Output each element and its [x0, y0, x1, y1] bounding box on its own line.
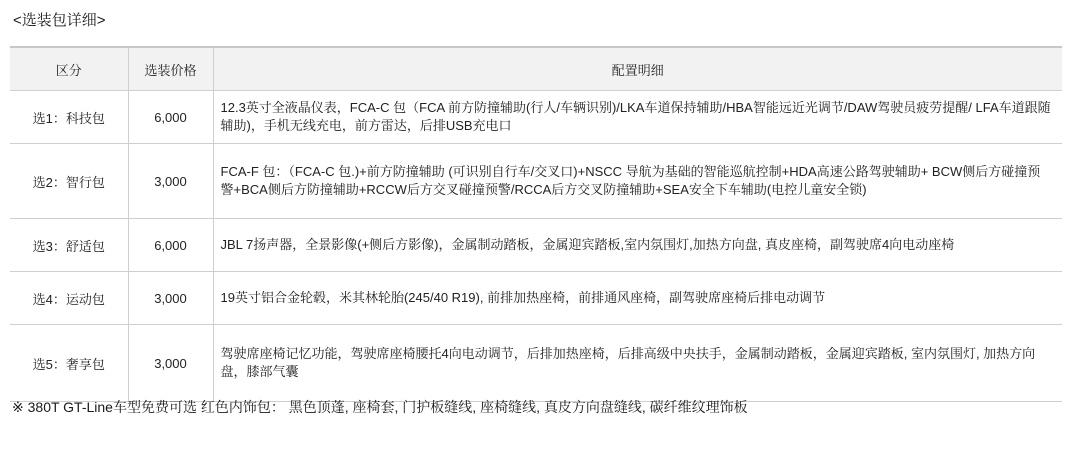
- footnote: ※ 380T GT-Line车型免费可选 红色内饰包： 黑色顶蓬, 座椅套, 门护板缝线, 座椅缝线, 真皮方向盘缝线, 碳纤维纹理饰板: [12, 399, 748, 415]
- package-detail: 12.3英寸全液晶仪表，FCA-C 包（FCA 前方防撞辅助(行人/车辆识别)/LKA车道保持辅助/HBA智能远近光调节/DAW驾驶员疲劳提醒/ LFA车道跟随辅助)，手机无线充电，前方雷达，后排USB充电口: [213, 91, 1062, 144]
- table-row: [10, 91, 1062, 144]
- option-package-table: [10, 46, 1062, 402]
- package-detail: 19英寸铝合金轮毂，米其林轮胎(245/40 R19), 前排加热座椅，前排通风座椅，副驾驶席座椅后排电动调节: [213, 272, 1062, 325]
- table-header-row: [10, 47, 1062, 91]
- header-category: 区分: [10, 47, 128, 91]
- header-price: 选装价格: [128, 47, 213, 91]
- package-name: 选4：运动包: [10, 272, 128, 325]
- package-name: 选1：科技包: [10, 91, 128, 144]
- package-price: 3,000: [128, 272, 213, 325]
- package-price: 3,000: [128, 144, 213, 219]
- package-detail: FCA-F 包：（FCA-C 包.)+前方防撞辅助 (可识别自行车/交叉口)+NSCC 导航为基础的智能巡航控制+HDA高速公路驾驶辅助+ BCW侧后方碰撞预警+BCA侧后方防撞辅助+RCCW后方交叉碰撞预警/RCCA后方交叉防撞辅助+SEA安全下车辅助(电控儿童安全锁): [213, 144, 1062, 219]
- package-price: 3,000: [128, 325, 213, 402]
- table-row: [10, 219, 1062, 272]
- section-title: <选装包详细>: [13, 12, 106, 29]
- header-detail: 配置明细: [213, 47, 1062, 91]
- table-row: [10, 272, 1062, 325]
- package-price: 6,000: [128, 219, 213, 272]
- package-detail: JBL 7扬声器，全景影像(+侧后方影像)，金属制动踏板，金属迎宾踏板,室内氛围灯,加热方向盘, 真皮座椅，副驾驶席4向电动座椅: [213, 219, 1062, 272]
- package-name: 选2：智行包: [10, 144, 128, 219]
- package-name: 选3：舒适包: [10, 219, 128, 272]
- table-row: [10, 325, 1062, 402]
- package-name: 选5：奢享包: [10, 325, 128, 402]
- package-detail: 驾驶席座椅记忆功能，驾驶席座椅腰托4向电动调节，后排加热座椅，后排高级中央扶手，金属制动踏板，金属迎宾踏板, 室内氛围灯, 加热方向盘，膝部气囊: [213, 325, 1062, 402]
- package-price: 6,000: [128, 91, 213, 144]
- table-row: [10, 144, 1062, 219]
